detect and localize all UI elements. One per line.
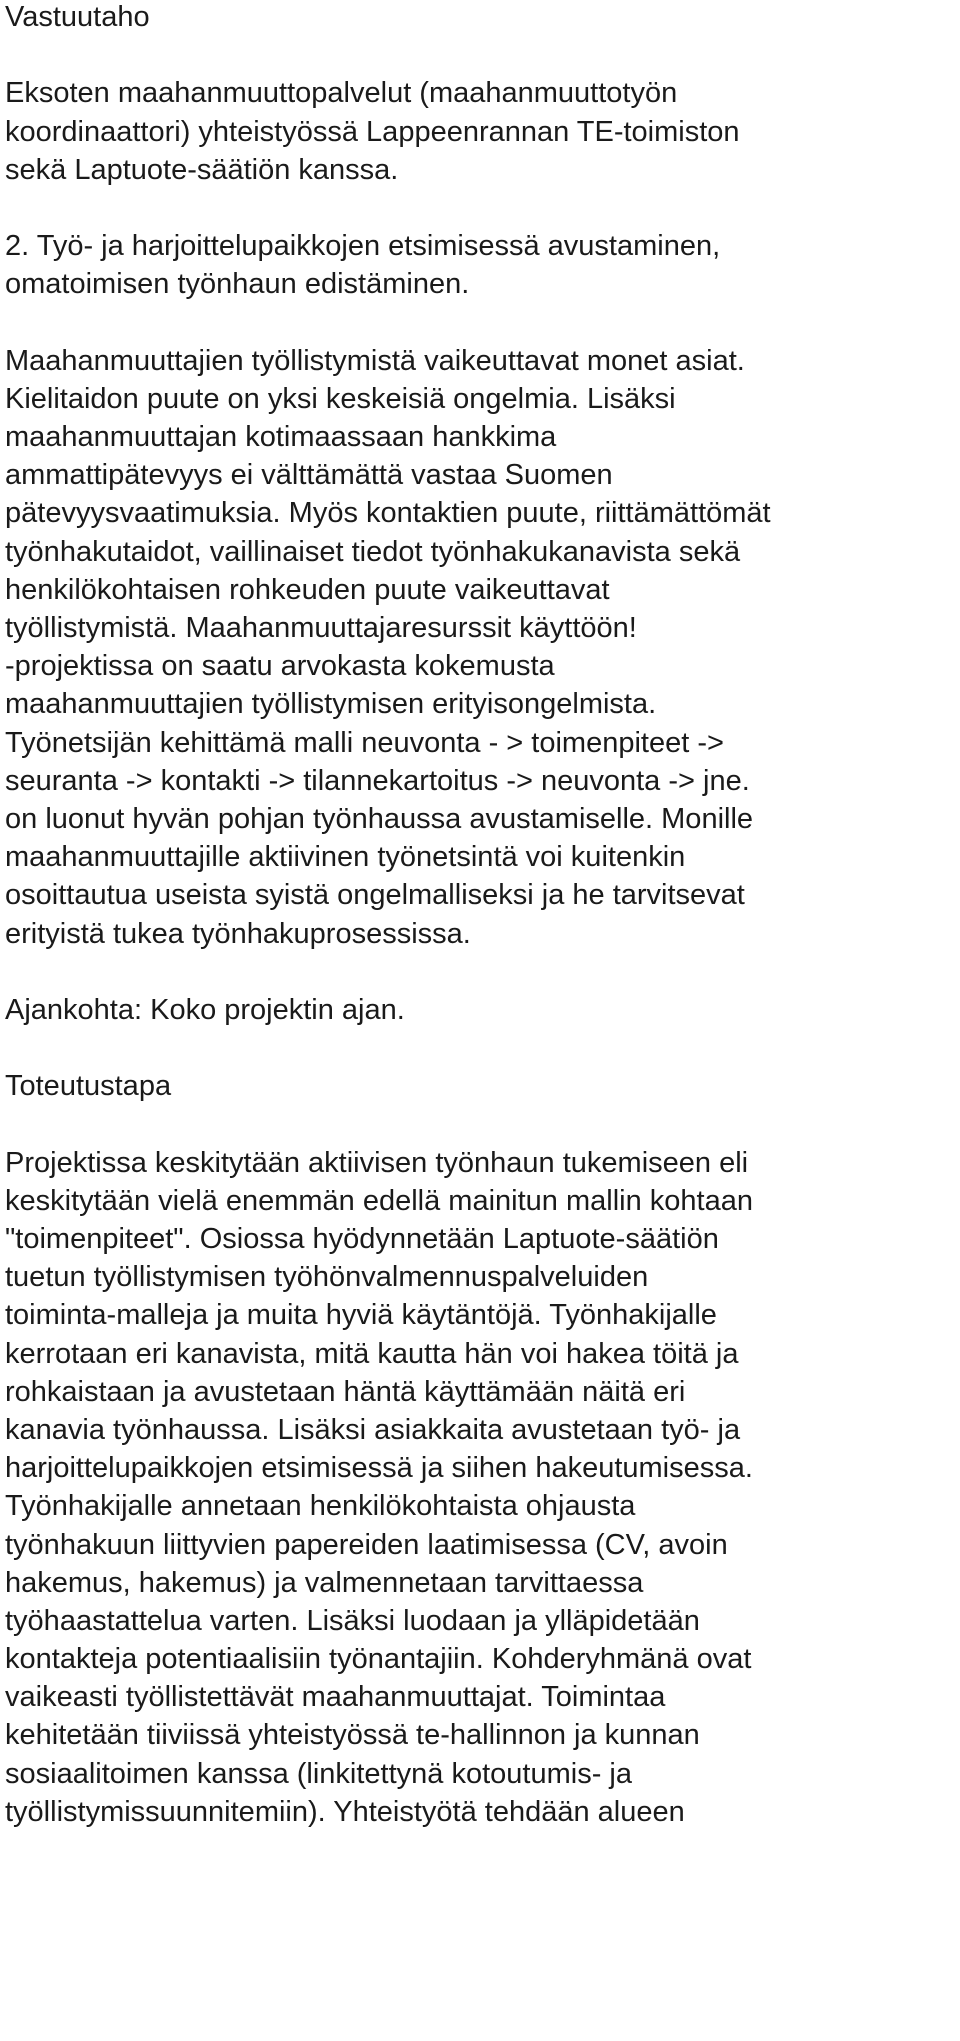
paragraph-gap: [5, 1105, 955, 1143]
text-line: Projektissa keskitytään aktiivisen työnhaun tukemiseen eli: [5, 1146, 749, 1179]
text-line: hakemus, hakemus) ja valmennetaan tarvittaessa: [5, 1566, 644, 1599]
paragraph-item-2-title: [5, 227, 955, 303]
text-line: omatoimisen työnhaun edistäminen.: [5, 268, 470, 301]
text-line: keskitytään vielä enemmän edellä mainitun mallin kohtaan: [5, 1184, 753, 1217]
text-line: kanavia työnhaussa. Lisäksi asiakkaita avustetaan työ- ja: [5, 1413, 741, 1446]
text-line: erityistä tukea työnhakuprosessissa.: [5, 917, 471, 950]
text-line: pätevyysvaatimuksia. Myös kontaktien puute, riittämättömät: [5, 497, 771, 530]
paragraph-gap: [5, 189, 955, 227]
text-line: ammattipätevyys ei välttämättä vastaa Suomen: [5, 459, 613, 492]
paragraph-responsible-party: [5, 74, 955, 189]
text-line: maahanmuuttajien työllistymisen erityisongelmista.: [5, 688, 657, 721]
text-line: koordinaattori) yhteistyössä Lappeenrannan TE-toimiston: [5, 115, 740, 148]
text-line: seuranta -> kontakti -> tilannekartoitus -> neuvonta -> jne.: [5, 764, 750, 797]
text-line: työhaastattelua varten. Lisäksi luodaan ja ylläpidetään: [5, 1604, 700, 1637]
text-line: Työnhakijalle annetaan henkilökohtaista ohjausta: [5, 1490, 636, 1523]
text-line: tuetun työllistymisen työhönvalmennuspalveluiden: [5, 1261, 649, 1294]
text-line: vaikeasti työllistettävät maahanmuuttajat. Toimintaa: [5, 1681, 666, 1714]
section-heading-vastuutaho: Vastuutaho: [5, 1, 150, 33]
text-line: työnhakuun liittyvien papereiden laatimisessa (CV, avoin: [5, 1528, 728, 1561]
text-line: Maahanmuuttajien työllistymistä vaikeuttavat monet asiat.: [5, 344, 745, 377]
text-line: 2. Työ- ja harjoittelupaikkojen etsimisessä avustaminen,: [5, 230, 721, 263]
text-line: työllistymissuunnitemiin). Yhteistyötä tehdään alueen: [5, 1795, 685, 1828]
text-line: kehitetään tiiviissä yhteistyössä te-hallinnon ja kunnan: [5, 1719, 700, 1752]
text-line: "toimenpiteet". Osiossa hyödynnetään Laptuote-säätiön: [5, 1223, 719, 1255]
text-line: -projektissa on saatu arvokasta kokemusta: [5, 650, 555, 683]
paragraph-gap: [5, 953, 955, 991]
paragraph-gap: [5, 304, 955, 342]
timing-line: Ajankohta: Koko projektin ajan.: [5, 993, 405, 1026]
text-line: kontakteja potentiaalisiin työnantajiin. Kohderyhmänä ovat: [5, 1643, 752, 1676]
text-line: Eksoten maahanmuuttopalvelut (maahanmuuttotyön: [5, 77, 678, 110]
text-line: Työnetsijän kehittämä malli neuvonta - > toimenpiteet ->: [5, 726, 724, 759]
text-line: sosiaalitoimen kanssa (linkitettynä kotoutumis- ja: [5, 1757, 632, 1790]
text-line: kerrotaan eri kanavista, mitä kautta hän voi hakea töitä ja: [5, 1337, 739, 1370]
text-line: maahanmuuttajille aktiivinen työnetsintä voi kuitenkin: [5, 841, 686, 874]
text-line: toiminta-malleja ja muita hyviä käytäntöjä. Työnhakijalle: [5, 1299, 717, 1332]
section-heading-toteutustapa: Toteutustapa: [5, 1070, 172, 1103]
text-line: Kielitaidon puute on yksi keskeisiä ongelmia. Lisäksi: [5, 382, 676, 415]
paragraph-gap: [5, 1029, 955, 1067]
text-line: henkilökohtaisen rohkeuden puute vaikeuttavat: [5, 573, 610, 606]
paragraph-background: [5, 342, 955, 953]
text-line: työnhakutaidot, vaillinaiset tiedot työnhakukanavista sekä: [5, 535, 741, 568]
text-line: sekä Laptuote-säätiön kanssa.: [5, 153, 399, 186]
text-line: harjoittelupaikkojen etsimisessä ja siihen hakeutumisessa.: [5, 1452, 753, 1485]
paragraph-implementation: [5, 1144, 955, 1831]
text-line: työllistymistä. Maahanmuuttajaresurssit käyttöön!: [5, 612, 637, 644]
text-line: osoittautua useista syistä ongelmalliseksi ja he tarvitsevat: [5, 879, 745, 912]
text-line: on luonut hyvän pohjan työnhaussa avustamiselle. Monille: [5, 802, 754, 835]
text-line: rohkaistaan ja avustetaan häntä käyttämään näitä eri: [5, 1375, 686, 1408]
paragraph-gap: [5, 36, 955, 74]
document-page: [5, 0, 955, 1831]
text-line: maahanmuuttajan kotimaassaan hankkima: [5, 421, 557, 454]
